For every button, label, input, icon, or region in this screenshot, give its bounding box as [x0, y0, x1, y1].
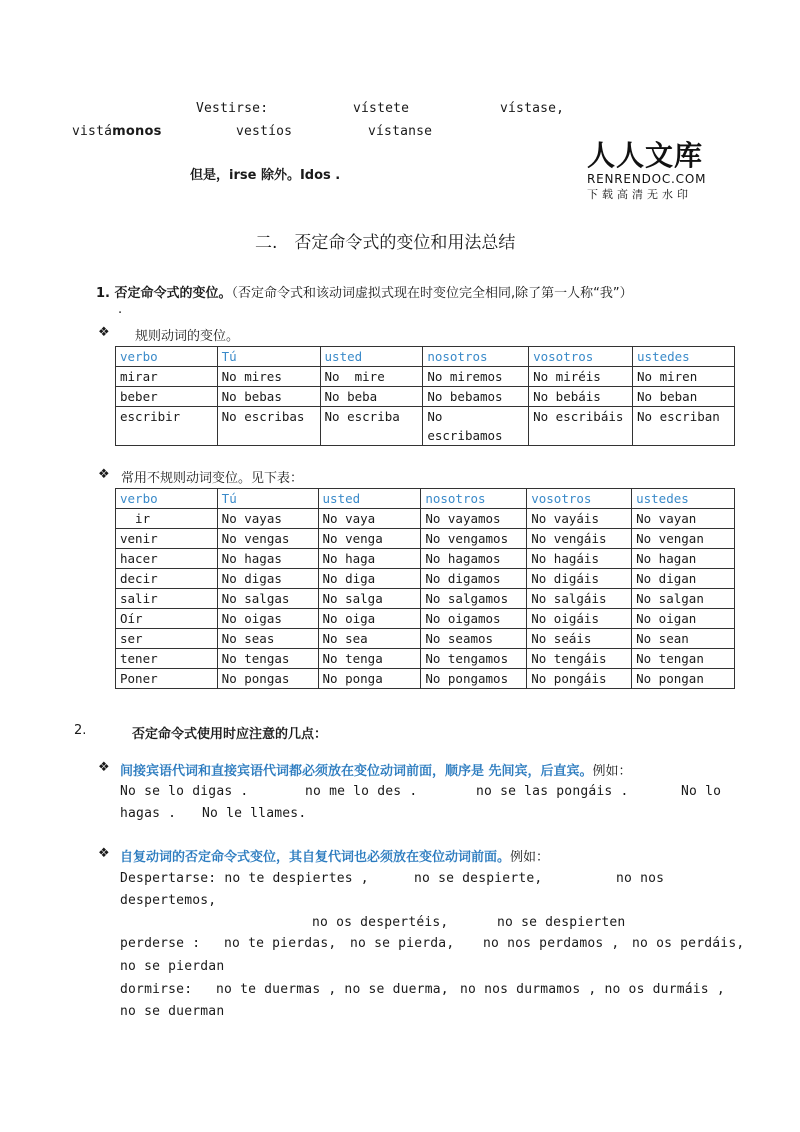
part1-heading: 1. 否定命令式的变位。（否定命令式和该动词虚拟式现在时变位完全相同,除了第一人称“我”）: [96, 286, 633, 301]
irregular-table-cell: venir: [116, 529, 218, 549]
regular-table-cell: No bebáis: [529, 387, 633, 407]
irregular-table-cell: No hagamos: [421, 549, 527, 569]
irregular-table-cell: No sea: [318, 629, 421, 649]
regular-table-cell: No escribas: [217, 407, 320, 446]
regular-table-row: [116, 387, 735, 407]
irregular-table-cell: No vayas: [217, 509, 318, 529]
irregular-table-cell: No pongan: [632, 669, 735, 689]
point2-text: 自复动词的否定命令式变位，其自复代词也必须放在变位动词前面。例如：: [120, 850, 550, 865]
irregular-table-cell: tener: [116, 649, 218, 669]
irregular-table-cell: verbo: [116, 489, 218, 509]
regular-table-cell: No miremos: [423, 367, 529, 387]
irregular-table-cell: No vayáis: [527, 509, 632, 529]
irregular-table-cell: No hagáis: [527, 549, 632, 569]
regular-table-cell: Tú: [217, 347, 320, 367]
irregular-table-cell: Tú: [217, 489, 318, 509]
bullet-icon: ❖: [98, 846, 110, 861]
irregular-table-cell: No tengan: [632, 649, 735, 669]
irregular-table-cell: No oigáis: [527, 609, 632, 629]
regular-verbs-label: 规则动词的变位。: [135, 329, 240, 344]
irregular-table-cell: No tengáis: [527, 649, 632, 669]
regular-table-cell: ustedes: [633, 347, 735, 367]
part2-heading: 否定命令式使用时应注意的几点：: [132, 727, 328, 742]
regular-table-cell: No escribamos: [423, 407, 529, 446]
regular-table-cell: No bebas: [217, 387, 320, 407]
irregular-table-cell: No vengas: [217, 529, 318, 549]
logo-tagline: 下载高清无水印: [587, 188, 692, 201]
irregular-table-cell: No venga: [318, 529, 421, 549]
example2-pierda: no se pierda,: [350, 936, 455, 951]
irregular-table-cell: No vaya: [318, 509, 421, 529]
irregular-table-cell: No oigas: [217, 609, 318, 629]
regular-table-cell: No beban: [633, 387, 735, 407]
regular-table-cell: No bebamos: [423, 387, 529, 407]
irregular-table-cell: No digas: [217, 569, 318, 589]
regular-table-cell: No mires: [217, 367, 320, 387]
irregular-table-cell: ser: [116, 629, 218, 649]
irregular-table-cell: No digan: [632, 569, 735, 589]
vestirse-vosotros: vestíos: [236, 124, 293, 139]
regular-table-cell: No miren: [633, 367, 735, 387]
irregular-table-row: [116, 549, 735, 569]
logo-url: RENRENDOC.COM: [587, 172, 707, 186]
irse-exception: 但是，irse 除外。Idos .: [190, 168, 341, 183]
irregular-table-cell: No diga: [318, 569, 421, 589]
irregular-table-row: [116, 609, 735, 629]
irregular-table-cell: No tengamos: [421, 649, 527, 669]
vestirse-label: Vestirse:: [196, 101, 269, 116]
irregular-table-cell: No vayamos: [421, 509, 527, 529]
regular-table-cell: mirar: [116, 367, 218, 387]
example2-perdamos: no nos perdamos ,: [483, 936, 620, 951]
example1-b: no me lo des .: [305, 784, 418, 799]
irregular-table-row: [116, 629, 735, 649]
regular-table-cell: usted: [320, 347, 423, 367]
irregular-verbs-table: [115, 488, 735, 689]
irregular-table-cell: No salgas: [217, 589, 318, 609]
irregular-table-cell: No oigamos: [421, 609, 527, 629]
irregular-table-row: [116, 589, 735, 609]
irregular-table-cell: usted: [318, 489, 421, 509]
irregular-table-cell: No salga: [318, 589, 421, 609]
regular-table-cell: escribir: [116, 407, 218, 446]
irregular-table-cell: No sean: [632, 629, 735, 649]
irregular-table-cell: nosotros: [421, 489, 527, 509]
irregular-table-cell: No seamos: [421, 629, 527, 649]
irregular-table-cell: salir: [116, 589, 218, 609]
regular-table-row: [116, 367, 735, 387]
vestirse-tu: vístete: [353, 101, 410, 116]
regular-table-cell: No escriba: [320, 407, 423, 446]
irregular-table-cell: No oigan: [632, 609, 735, 629]
irregular-table-cell: No pongáis: [527, 669, 632, 689]
example1-a: No se lo digas .: [120, 784, 249, 799]
irregular-verbs-label: 常用不规则动词变位。见下表：: [121, 471, 304, 486]
irregular-table-cell: hacer: [116, 549, 218, 569]
example1-f: No le llames.: [202, 806, 307, 821]
bullet-icon: ❖: [98, 760, 110, 775]
irregular-table-cell: ustedes: [632, 489, 735, 509]
irregular-table-cell: No digamos: [421, 569, 527, 589]
irregular-table-row: [116, 529, 735, 549]
irregular-table-cell: No haga: [318, 549, 421, 569]
example1-c: no se las pongáis .: [476, 784, 629, 799]
part2-number: 2.: [74, 723, 87, 738]
regular-table-cell: No beba: [320, 387, 423, 407]
irregular-table-row: [116, 569, 735, 589]
irregular-table-cell: vosotros: [527, 489, 632, 509]
part1-heading-tail: .: [118, 302, 123, 317]
irregular-table-cell: No seáis: [527, 629, 632, 649]
irregular-table-cell: No hagas: [217, 549, 318, 569]
example1-e: hagas .: [120, 806, 177, 821]
irregular-table-cell: No seas: [217, 629, 318, 649]
vestirse-usted: vístase,: [500, 101, 565, 116]
example2-dormirse: dormirse:: [120, 982, 193, 997]
regular-table-row: [116, 407, 735, 446]
irregular-table-cell: decir: [116, 569, 218, 589]
irregular-table-cell: No vayan: [632, 509, 735, 529]
irregular-table-cell: No tenga: [318, 649, 421, 669]
regular-table-cell: No mire: [320, 367, 423, 387]
example2-duermas: no te duermas , no se duerma,: [216, 982, 449, 997]
regular-table-cell: No escribáis: [529, 407, 633, 446]
irregular-table-cell: Poner: [116, 669, 218, 689]
section-title: 二. 否定命令式的变位和用法总结: [255, 233, 516, 253]
irregular-table-cell: No salgamos: [421, 589, 527, 609]
example2-nos: no nos: [616, 871, 665, 886]
irregular-table-row: [116, 509, 735, 529]
example2-desperteis: no os despertéis,: [312, 915, 449, 930]
vestirse-nosotros: vistámonos: [72, 124, 162, 139]
example2-despierten: no se despierten: [497, 915, 626, 930]
regular-table-cell: nosotros: [423, 347, 529, 367]
regular-verbs-table: [115, 346, 735, 446]
regular-table-header-row: [116, 347, 735, 367]
regular-table-cell: vosotros: [529, 347, 633, 367]
example2-pierdas: no te pierdas,: [224, 936, 337, 951]
regular-table-cell: verbo: [116, 347, 218, 367]
irregular-table-cell: No vengáis: [527, 529, 632, 549]
example2-pierdan: no se pierdan: [120, 959, 225, 974]
irregular-table-row: [116, 669, 735, 689]
vestirse-ustedes: vístanse: [368, 124, 433, 139]
regular-table-cell: No miréis: [529, 367, 633, 387]
example2-duerman: no se duerman: [120, 1004, 225, 1019]
example2-despertarse: Despertarse: no te despiertes ,: [120, 871, 369, 886]
regular-table-cell: No escriban: [633, 407, 735, 446]
bullet-icon: ❖: [98, 467, 110, 482]
example2-despierte: no se despierte,: [414, 871, 543, 886]
example1-d: No lo: [681, 784, 722, 799]
irregular-table-header-row: [116, 489, 735, 509]
irregular-table-cell: No digáis: [527, 569, 632, 589]
irregular-table-cell: No vengan: [632, 529, 735, 549]
bullet-icon: ❖: [98, 325, 110, 340]
irregular-table-cell: No salgan: [632, 589, 735, 609]
irregular-table-cell: No oiga: [318, 609, 421, 629]
point1-text: 间接宾语代词和直接宾语代词都必须放在变位动词前面，顺序是 先间宾，后直宾。例如：: [120, 764, 632, 779]
irregular-table-cell: ir: [116, 509, 218, 529]
logo-main-text: 人人文库: [587, 139, 704, 172]
irregular-table-cell: No hagan: [632, 549, 735, 569]
irregular-table-row: [116, 649, 735, 669]
irregular-table-cell: No tengas: [217, 649, 318, 669]
example2-perdais: no os perdáis,: [632, 936, 745, 951]
irregular-table-cell: No salgáis: [527, 589, 632, 609]
irregular-table-cell: No pongamos: [421, 669, 527, 689]
irregular-table-cell: Oír: [116, 609, 218, 629]
renrendoc-logo: [587, 140, 717, 202]
example2-durmamos: no nos durmamos , no os durmáis ,: [460, 982, 725, 997]
irregular-table-cell: No pongas: [217, 669, 318, 689]
irregular-table-cell: No ponga: [318, 669, 421, 689]
irregular-table-cell: No vengamos: [421, 529, 527, 549]
example2-despertemos: despertemos,: [120, 893, 217, 908]
regular-table-cell: beber: [116, 387, 218, 407]
example2-perderse: perderse :: [120, 936, 201, 951]
